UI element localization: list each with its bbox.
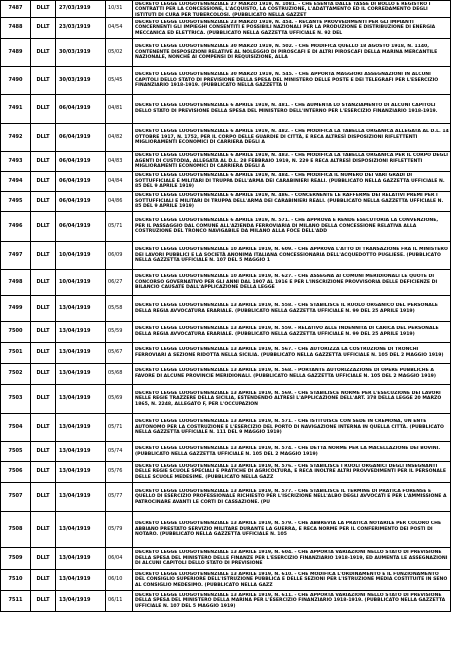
record-id-cell: 7509 xyxy=(1,548,31,570)
decree-type-cell: DLLT xyxy=(31,152,56,172)
decree-description-cell xyxy=(133,296,451,322)
decree-number-cell: 05/77 xyxy=(106,483,133,512)
record-id-cell: 7499 xyxy=(1,296,31,322)
decree-type-cell: DLLT xyxy=(31,591,56,612)
table-row[interactable] xyxy=(1,385,451,414)
table-row[interactable] xyxy=(1,67,451,95)
decree-description-cell xyxy=(133,591,451,612)
decree-type-cell: DLLT xyxy=(31,385,56,414)
decree-date-cell: 13/04/1919 xyxy=(56,591,106,612)
decree-number-cell: 05/76 xyxy=(106,462,133,483)
decree-number-cell: 05/45 xyxy=(106,67,133,95)
decree-number-cell: 04/84 xyxy=(106,172,133,192)
decree-type-cell: DLLT xyxy=(31,296,56,322)
decree-date-cell: 06/04/1919 xyxy=(56,152,106,172)
record-id-cell: 7504 xyxy=(1,414,31,442)
decree-description-text: DECRETO LEGGE LUOGOTENENZIALE 13 APRILE 1919, N. 577. - CHE STABILISCE IL TERMINE DI PRATICA FORENSE E QUELLO DI ESERCIZIO PROFESSIONALE RICHIESTO PER L'ISCRIZIONE NELL'ALBO DEGLI AVVOCATI E PER L'AMMISSIONE A PATROCINARE AVANTI LE CORTI DI CASSAZIONE. (PU xyxy=(135,488,447,505)
decree-type-cell: DLLT xyxy=(31,67,56,95)
decree-date-cell: 30/03/1919 xyxy=(56,39,106,67)
decree-type-cell: DLLT xyxy=(31,442,56,462)
decree-date-cell: 06/04/1919 xyxy=(56,124,106,152)
record-id-cell: 7496 xyxy=(1,212,31,242)
decree-number-cell: 05/74 xyxy=(106,442,133,462)
decree-description-text: DECRETO LEGGE LUOGOTENENZIALE 6 APRILE 1919, N. 481. - CHE AUMENTA LO STANZIAMENTO DI ALCUNI CAPITOLI DELLO STATO DI PREVISIONE DELLA SPESA DEL MINISTERO DELL'INTERNO PER L'ESERCIZIO FINANZIARIO 1918-1919. xyxy=(135,103,438,114)
table-row[interactable] xyxy=(1,343,451,364)
decree-number-cell: 05/69 xyxy=(106,385,133,414)
record-id-cell: 7502 xyxy=(1,364,31,385)
decree-description-cell xyxy=(133,39,451,67)
decree-date-cell: 10/04/1919 xyxy=(56,242,106,270)
record-id-cell: 7498 xyxy=(1,270,31,296)
decree-description-cell xyxy=(133,1,451,18)
decree-description-cell xyxy=(133,152,451,172)
decree-description-cell xyxy=(133,570,451,591)
record-id-cell: 7510 xyxy=(1,570,31,591)
decree-type-cell: DLLT xyxy=(31,124,56,152)
decree-type-cell: DLLT xyxy=(31,212,56,242)
record-id-cell: 7506 xyxy=(1,462,31,483)
decree-type-cell: DLLT xyxy=(31,343,56,364)
decree-description-text: DECRETO LEGGE LUOGOTENENZIALE 13 APRILE 1919, N. 610. - CHE MODIFICA L'ORDINAMENTO E IL FUNZIONAMENTO DEL CONSIGLIO SUPERIORE DELL'ISTRUZIONE PUBBLICA E DELLE SEZIONI PER L'ISTRUZIONE MEDIA COSTITUITE IN SENO AL CONSIGLIO MEDESIMO. (PUBBLICATO NELLA GAZZ xyxy=(135,571,448,588)
decree-description-cell xyxy=(133,124,451,152)
table-row[interactable] xyxy=(1,242,451,270)
decree-description-cell xyxy=(133,172,451,192)
record-id-cell: 7511 xyxy=(1,591,31,612)
decree-number-cell: 06/09 xyxy=(106,242,133,270)
record-id-cell: 7493 xyxy=(1,152,31,172)
decree-number-cell: 05/59 xyxy=(106,322,133,343)
decree-description-text: DECRETO LEGGE LUOGOTENENZIALE 10 APRILE 1919, N. 627. - CHE ASSEGNA AI COMUNI MERIDIONALI LE QUOTE DI CONCORSO GOVERNATIVO PER GLI ANNI DAL 1907 AL 1916 E PER L'INSCRIZIONE PROVVISORIA DELLE DEFICIENZE DI BILANCIO CAUSATE DALL'APPLICAZIONE DELLA LEGGE xyxy=(135,274,438,291)
decree-date-cell: 13/04/1919 xyxy=(56,414,106,442)
decree-description-text: DECRETO LEGGE LUOGOTENENZIALE 13 APRILE 1919, N. 559. - RELATIVO ALLE INDENNITÀ DI CARICA DEL PERSONALE DELLA REGIA AVVOCATURA ERARIALE. (PUBBLICATO NELLA GAZZETTA UFFICIALE N. 99 DEL 25 APRILE 1919) xyxy=(135,326,439,337)
decree-number-cell: 10/31 xyxy=(106,1,133,18)
table-row[interactable] xyxy=(1,296,451,322)
decree-type-cell: DLLT xyxy=(31,1,56,18)
decree-date-cell: 13/04/1919 xyxy=(56,442,106,462)
decree-description-text: DECRETO LEGGE LUOGOTENENZIALE 13 APRILE 1919, N. 574. - CHE DETTA NORME PER LA MACELLAZIONE DEI BOVINI. (PUBBLICATO NELLA GAZZETTA UFFICIALE N. 105 DEL 2 MAGGIO 1919) xyxy=(135,445,441,457)
decree-number-cell: 05/67 xyxy=(106,343,133,364)
table-row[interactable] xyxy=(1,192,451,212)
decree-date-cell: 13/04/1919 xyxy=(56,296,106,322)
decree-description-cell xyxy=(133,414,451,442)
decree-description-cell xyxy=(133,548,451,570)
table-row[interactable] xyxy=(1,152,451,172)
decree-description-text: DECRETO LEGGE LUOGOTENENZIALE 13 APRILE 1919, N. 576. - CHE STABILISCE I RUOLI ORGANICI DEGLI INSEGNANTI DELLE REGIE SCUOLE SPECIALI E PRATICHE DI AGRICOLTURA, E RECA INOLTRE ALTRI PROVVEDIMENTI PER IL PERSONALE DELLE SCUOLE MEDESIME. (PUBBLICATO NELLA GAZZ xyxy=(135,463,446,480)
table-row[interactable] xyxy=(1,512,451,548)
record-id-cell: 7497 xyxy=(1,242,31,270)
decree-description-text: DECRETO LEGGE LUOGOTENENZIALE 6 APRILE 1919, N. 482. - CHE MODIFICA LA TABELLA ORGANICA ALLEGATA AL D.L. 14 OTTOBRE 1917, N. 1752, PER IL CORPO DELLE GUARDIE DI CITTÀ, E RECA ALTRESÌ DISPOSIZIONI RIFLETTENTI MIGLIORAMENTI ECONOMICI DI CARRIERA DEGLI A xyxy=(135,129,449,146)
decree-date-cell: 13/04/1919 xyxy=(56,364,106,385)
decree-type-cell: DLLT xyxy=(31,270,56,296)
table-row[interactable] xyxy=(1,364,451,385)
record-id-cell: 7508 xyxy=(1,512,31,548)
decree-date-cell: 27/03/1919 xyxy=(56,1,106,18)
decree-date-cell: 13/04/1919 xyxy=(56,570,106,591)
decree-number-cell: 06/27 xyxy=(106,270,133,296)
decree-description-text: DECRETO LEGGE LUOGOTENENZIALE 13 APRILE 1919, N. 569. - CHE STABILISCE NORME PER L'ESECUZIONE DEI LAVORI NELLE REGIE TRAZZERE DELLA SICILIA, ESTENDENDO ALTRESÌ L'APPLICAZIONE DELL'ART. 378 DELLA LEGGE 20 MARZO 1865, N. 2248, ALLEGATO F, PER L'OCCUPAZION xyxy=(135,390,442,407)
decree-description-text: DECRETO LEGGE LUOGOTENENZIALE 13 APRILE 1919, N. 604. - CHE APPORTA VARIAZIONI NELLO STATO DI PREVISIONE DELLA SPESA DEL MINISTERO DELLE FINANZE PER L'ESERCIZIO FINANZIARIO 1918-1919, ED AUMENTA LE ASSEGNAZIONI DI ALCUNI CAPITOLI DELLO STATO DI PREVISIONE xyxy=(135,550,448,567)
table-row[interactable] xyxy=(1,124,451,152)
decree-number-cell: 05/79 xyxy=(106,512,133,548)
decree-number-cell: 04/81 xyxy=(106,95,133,124)
decree-description-cell xyxy=(133,442,451,462)
table-row[interactable] xyxy=(1,95,451,124)
table-row[interactable] xyxy=(1,39,451,67)
decree-description-cell xyxy=(133,462,451,483)
decree-type-cell: DLLT xyxy=(31,18,56,39)
decree-type-cell: DLLT xyxy=(31,192,56,212)
decree-date-cell: 06/04/1919 xyxy=(56,212,106,242)
decree-type-cell: DLLT xyxy=(31,172,56,192)
decree-number-cell: 04/82 xyxy=(106,124,133,152)
decree-type-cell: DLLT xyxy=(31,39,56,67)
table-row[interactable] xyxy=(1,570,451,591)
decree-date-cell: 10/04/1919 xyxy=(56,270,106,296)
record-id-cell: 7489 xyxy=(1,39,31,67)
decree-description-text: DECRETO LEGGE LUOGOTENENZIALE 23 MARZO 1919, N. 454. - RECANTE PROVVEDIMENTI PER GLI IMPIANTI CONCERNENTI GLI IMPIEGHI CONSENTITI E POSSIBILI NAZIONALI PER LA PRODUZIONE E DISTRIBUZIONE DI ENERGIA MECCANICA ED ELETTRICA. (PUBBLICATO NELLA GAZZETTA UFFICIALE N. 92 DEL xyxy=(135,19,436,36)
decree-description-cell xyxy=(133,512,451,548)
table-row[interactable] xyxy=(1,1,451,18)
table-row[interactable] xyxy=(1,322,451,343)
decree-description-text: DECRETO LEGGE LUOGOTENENZIALE 6 APRILE 1919, N. 571. - CHE APPROVA E RENDE ESECUTORIA LA CONVENZIONE, PER IL PASSAGGIO DAL COMUNE ALL'AZIENDA FERROVIARIA DI MILANO DELLA CONCESSIONE RELATIVA ALLA COSTRUZIONE DEL TRONCO NAVIGABILE DA MILANO ALLA FOCE DELL'ADD xyxy=(135,218,439,235)
decree-number-cell: 05/71 xyxy=(106,414,133,442)
record-id-cell: 7488 xyxy=(1,18,31,39)
decree-number-cell: 04/86 xyxy=(106,192,133,212)
table-row[interactable] xyxy=(1,172,451,192)
table-row[interactable] xyxy=(1,212,451,242)
decree-date-cell: 13/04/1919 xyxy=(56,343,106,364)
record-id-cell: 7487 xyxy=(1,1,31,18)
decree-table-body xyxy=(1,1,451,612)
decree-description-text: DECRETO LEGGE LUOGOTENENZIALE 27 MARZO 1919, N. 1081. - CHE ESENTA DALLE TASSE DI BOLLO E REGISTRO I CONTRATTI PER LA CONCESSIONE, L'ACQUISTO, LA COSTRUZIONE, L'ADATTAMENTO ED IL CORREDAMENTO DEGLI ISTITUTI DI CURA PER TUBERCOLOSI. (PUBBLICATO NELLA GAZZET xyxy=(135,1,431,17)
decree-date-cell: 06/04/1919 xyxy=(56,192,106,212)
decree-type-cell: DLLT xyxy=(31,322,56,343)
decree-type-cell: DLLT xyxy=(31,462,56,483)
decree-description-text: DECRETO LEGGE LUOGOTENENZIALE 13 APRILE 1919, N. 571. - CHE ISTITUISCE CON SEDE IN CREMONA, UN ENTE AUTONOMO PER LA COSTRUZIONE E L'ESERCIZIO DEL PORTO DI NAVIGAZIONE INTERNA IN QUELLA CITTÀ. (PUBBLICATO NELLA GAZZETTA UFFICIALE N. 111 DEL 9 MAGGIO 1919) xyxy=(135,419,444,436)
decree-description-text: DECRETO LEGGE LUOGOTENENZIALE 30 MARZO 1919, N. 545. - CHE APPORTA MAGGIORI ASSEGNAZIONI IN ALCUNI CAPITOLI DELLO STATO DI PREVISIONE DELLA SPESA DEL MINISTERO DELLE POSTE E DEI TELEGRAFI PER L'ESERCIZIO FINANZIARIO 1918-1919. (PUBBLICATO NELLA GAZZETTA U xyxy=(135,72,439,89)
table-row[interactable] xyxy=(1,483,451,512)
decree-number-cell: 04/83 xyxy=(106,152,133,172)
decree-description-text: DECRETO LEGGE LUOGOTENENZIALE 6 APRILE 1919, N. 484. - CHE MODIFICA IL NUMERO DEI VARI GRADI DI SOTTUFFICIALE E MILITARI DI TRUPPA DELL'ARMA DEI CARABINIERI REALI. (PUBBLICATO NELLA GAZZETTA UFFICIALE N. 85 DEL 9 APRILE 1919) xyxy=(135,173,445,190)
decree-description-cell xyxy=(133,483,451,512)
record-id-cell: 7501 xyxy=(1,343,31,364)
decree-description-text: DECRETO LEGGE LUOGOTENENZIALE 13 APRILE 1919, N. 579. - CHE ABBREVIA LA PRATICA NOTARILE PER COLORO CHE ABBIANO PRESTATO SERVIZIO MILITARE DURANTE LA GUERRA, E RECA NORME PER IL CONFERIMENTO DEI POSTI DI NOTARO. (PUBBLICATO NELLA GAZZETTA UFFICIALE N. 105 xyxy=(135,521,442,538)
decree-description-cell xyxy=(133,322,451,343)
decree-description-cell xyxy=(133,270,451,296)
decree-date-cell: 13/04/1919 xyxy=(56,385,106,414)
decree-date-cell: 13/04/1919 xyxy=(56,322,106,343)
decree-description-text: DECRETO LEGGE LUOGOTENENZIALE 6 APRILE 1919, N. 483. - CHE MODIFICA LA TABELLA ORGANICA PER IL CORPO DEGLI AGENTI DI CUSTODIA, ALLEGATA AL D.L. 28 FEBBRAIO 1919, N. 229 E RECA ALTRESÌ DISPOSIZIONI RIFLETTENTI MIGLIORAMENTI ECONOMICI DI CARRIERA DEGLI A xyxy=(135,153,448,170)
decree-date-cell: 13/04/1919 xyxy=(56,548,106,570)
decree-description-text: DECRETO LEGGE LUOGOTENENZIALE 13 APRILE 1919, N. 611. - CHE APPORTA VARIAZIONI NELLO STATO DI PREVISIONE DELLA SPESA DEL MINISTERO DELLA MARINA PER L'ESERCIZIO FINANZIARIO 1918-1919. (PUBBLICATO NELLA GAZZETTA UFFICIALE N. 107 DEL 5 MAGGIO 1919) xyxy=(135,592,446,609)
decree-date-cell: 23/03/1919 xyxy=(56,18,106,39)
decree-description-cell xyxy=(133,364,451,385)
record-id-cell: 7490 xyxy=(1,67,31,95)
decree-date-cell: 30/03/1919 xyxy=(56,67,106,95)
decree-number-cell: 05/71 xyxy=(106,212,133,242)
table-row[interactable] xyxy=(1,270,451,296)
decree-description-cell xyxy=(133,242,451,270)
table-row[interactable] xyxy=(1,442,451,462)
decree-number-cell: 06/10 xyxy=(106,570,133,591)
decree-type-cell: DLLT xyxy=(31,95,56,124)
decree-description-text: DECRETO LEGGE LUOGOTENENZIALE 10 APRILE 1919, N. 609. - CHE APPROVA L'ATTO DI TRANSAZIONE FRA IL MINISTERO DEI LAVORI PUBBLICI E LA SOCIETÀ ANONIMA ITALIANA CONCESSIONARIA DELL'ACQUEDOTTO PUGLIESE. (PUBBLICATO NELLA GAZZETTA UFFICIALE N. 107 DEL 5 MAGGIO 1 xyxy=(135,247,448,264)
decree-type-cell: DLLT xyxy=(31,570,56,591)
table-row[interactable] xyxy=(1,414,451,442)
decree-number-cell: 05/02 xyxy=(106,39,133,67)
decree-type-cell: DLLT xyxy=(31,483,56,512)
decree-date-cell: 13/04/1919 xyxy=(56,512,106,548)
record-id-cell: 7507 xyxy=(1,483,31,512)
decree-description-cell xyxy=(133,343,451,364)
table-row[interactable] xyxy=(1,591,451,612)
decree-number-cell: 05/68 xyxy=(106,364,133,385)
record-id-cell: 7503 xyxy=(1,385,31,414)
decree-description-cell xyxy=(133,67,451,95)
decree-number-cell: 06/04 xyxy=(106,548,133,570)
decree-number-cell: 04/54 xyxy=(106,18,133,39)
decree-type-cell: DLLT xyxy=(31,414,56,442)
decree-date-cell: 13/04/1919 xyxy=(56,462,106,483)
record-id-cell: 7491 xyxy=(1,95,31,124)
record-id-cell: 7492 xyxy=(1,124,31,152)
decree-description-cell xyxy=(133,192,451,212)
decree-description-cell xyxy=(133,212,451,242)
decree-type-cell: DLLT xyxy=(31,242,56,270)
decree-description-text: DECRETO LEGGE LUOGOTENENZIALE 6 APRILE 1919, N. 486. - CONCERNENTE LE RAFFERME DEI RELATIVI PREMI PER I SOTTUFFICIALI E MILITARI DI TRUPPA DELL'ARMA DEI CARABINIERI REALI. (PUBBLICATO NELLA GAZZETTA UFFICIALE N. 85 DEL 9 APRILE 1919) xyxy=(135,193,444,210)
decree-description-text: DECRETO LEGGE LUOGOTENENZIALE 13 APRILE 1919, N. 568. - PORTANTE AUTORIZZAZIONE DI OPERE PUBBLICHE A FAVORE DI ALCUNE PROVINCIE MERIDIONALI. (PUBBLICATO NELLA GAZZETTA UFFICIALE N. 105 DEL 2 MAGGIO 1919) xyxy=(135,368,436,379)
decree-description-cell xyxy=(133,385,451,414)
decree-date-cell: 06/04/1919 xyxy=(56,95,106,124)
decree-date-cell: 06/04/1919 xyxy=(56,172,106,192)
table-row[interactable] xyxy=(1,462,451,483)
decree-description-text: DECRETO LEGGE LUOGOTENENZIALE 30 MARZO 1919, N. 502. - CHE MODIFICA QUELLO 18 AGOSTO 1918, N. 1140, CONTENENTE DISPOSIZIONI RELATIVE AL NOLEGGIO DI PIROSCAFI E DI ALTRI PIROSCAFI DELLA MARINA MERCANTILE NAZIONALE, NONCHÉ AI COMPENSI DI REQUISIZIONE, ALLA xyxy=(135,44,438,61)
table-row[interactable] xyxy=(1,18,451,39)
decree-date-cell: 13/04/1919 xyxy=(56,483,106,512)
decree-description-text: DECRETO LEGGE LUOGOTENENZIALE 13 APRILE 1919, N. 558. - CHE STABILISCE IL RUOLO ORGANICO DEL PERSONALE DELLA REGIA AVVOCATURA ERARIALE. (PUBBLICATO NELLA GAZZETTA UFFICIALE N. 99 DEL 25 APRILE 1919) xyxy=(135,302,438,314)
record-id-cell: 7505 xyxy=(1,442,31,462)
decree-number-cell: 06/11 xyxy=(106,591,133,612)
decree-type-cell: DLLT xyxy=(31,364,56,385)
record-id-cell: 7500 xyxy=(1,322,31,343)
decree-description-cell xyxy=(133,18,451,39)
decree-number-cell: 05/58 xyxy=(106,296,133,322)
decree-description-text: DECRETO LEGGE LUOGOTENENZIALE 13 APRILE 1919, N. 567. - CHE AUTORIZZA LA COSTRUZIONE DI TRONCHI FERROVIARI A SEZIONE RIDOTTA NELLA SICILIA. (PUBBLICATO NELLA GAZZETTA UFFICIALE N. 105 DEL 2 MAGGIO 1919) xyxy=(135,347,444,358)
record-id-cell: 7495 xyxy=(1,192,31,212)
decree-type-cell: DLLT xyxy=(31,512,56,548)
record-id-cell: 7494 xyxy=(1,172,31,192)
decree-type-cell: DLLT xyxy=(31,548,56,570)
decree-description-cell xyxy=(133,95,451,124)
table-row[interactable] xyxy=(1,548,451,570)
